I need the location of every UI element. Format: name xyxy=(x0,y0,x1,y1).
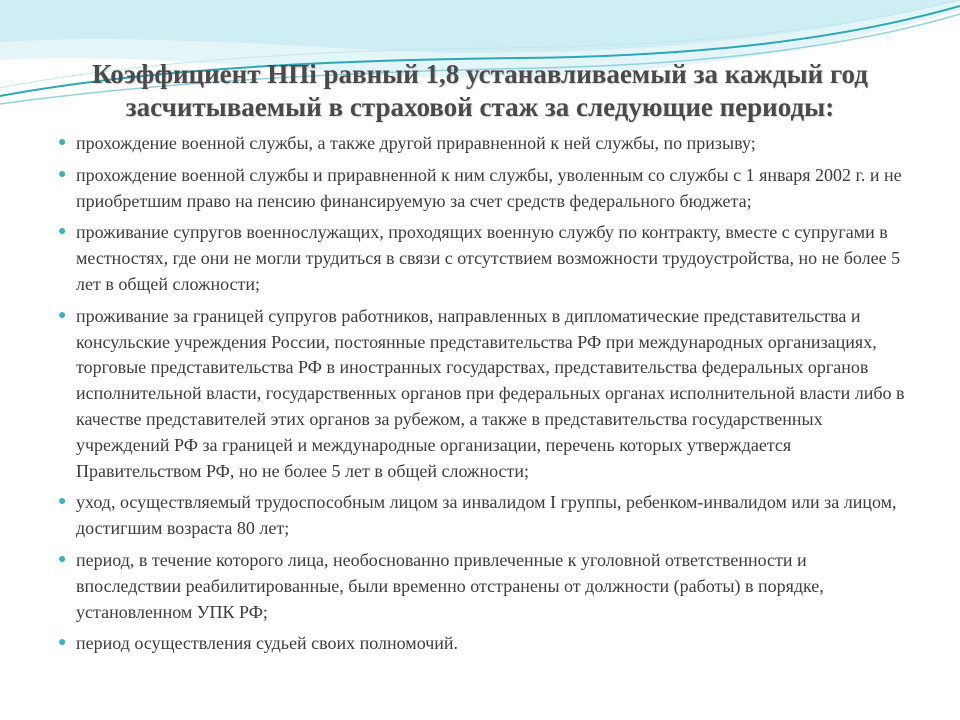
bullet-dot-icon: ● xyxy=(58,166,67,182)
bullet-dot-icon: ● xyxy=(58,551,67,567)
bullet-dot-icon: ● xyxy=(58,494,67,510)
list-item-text: уход, осуществляемый трудоспособным лицом за инвалидом I группы, ребенком-инвалидом или за лицом, достигшим возраста 80 лет; xyxy=(76,492,897,539)
list-item-text: период осуществления судьей своих полномочий. xyxy=(76,633,459,654)
list-item xyxy=(58,490,908,542)
list-item xyxy=(58,163,908,215)
list-item-text: период, в течение которого лица, необоснованно привлеченные к уголовной ответственности и впоследствии реабилитированные, были временно отстранены от должности (работы) в порядке, установленном УПК РФ; xyxy=(76,549,824,622)
list-item xyxy=(58,631,908,657)
bullet-dot-icon: ● xyxy=(58,635,67,651)
list-item-text: прохождение военной службы, а также другой приравненной к ней службы, по призыву; xyxy=(76,133,756,153)
bullet-dot-icon: ● xyxy=(58,135,67,150)
list-item-text: проживание за границей супругов работников, направленных в дипломатические представительства и консульские учреждения России, постоянные представительства РФ при международных организациях, торговые представительства РФ в иностранных государствах, представительства федеральных органов исполнительной власти, государственных органов при федеральных органах исполнительной власти либо в качестве представителей этих органов за рубежом, а также в представительства государственных учреждений РФ за границей и международные организации, перечень которых утверждается Правительством РФ, но не более 5 лет в общей сложности; xyxy=(76,305,905,481)
list-item xyxy=(58,131,908,157)
bullet-dot-icon: ● xyxy=(58,307,67,323)
slide-title xyxy=(30,58,930,124)
slide-title-line-2: засчитываемый в страховой стаж за следующие периоды: xyxy=(125,92,835,122)
bullet-list xyxy=(58,131,908,663)
list-item xyxy=(58,220,908,297)
list-item xyxy=(58,548,908,625)
list-item-text: прохождение военной службы и приравненной к ним службы, уволенным со службы с 1 января 2002 г. и не приобретшим право на пенсию финансируемую за счет средств федерального бюджета; xyxy=(76,164,902,211)
list-item xyxy=(58,304,908,485)
list-item-text: проживание супругов военнослужащих, проходящих военную службу по контракту, вместе с супругами в местностях, где они не могли трудиться в связи с отсутствием возможности трудоустройства, но не более 5 лет в общей сложности; xyxy=(76,222,901,294)
slide-title-line-1: Коэффициент НПi равный 1,8 устанавливаемый за каждый год xyxy=(92,59,868,89)
bullet-dot-icon: ● xyxy=(58,224,67,240)
